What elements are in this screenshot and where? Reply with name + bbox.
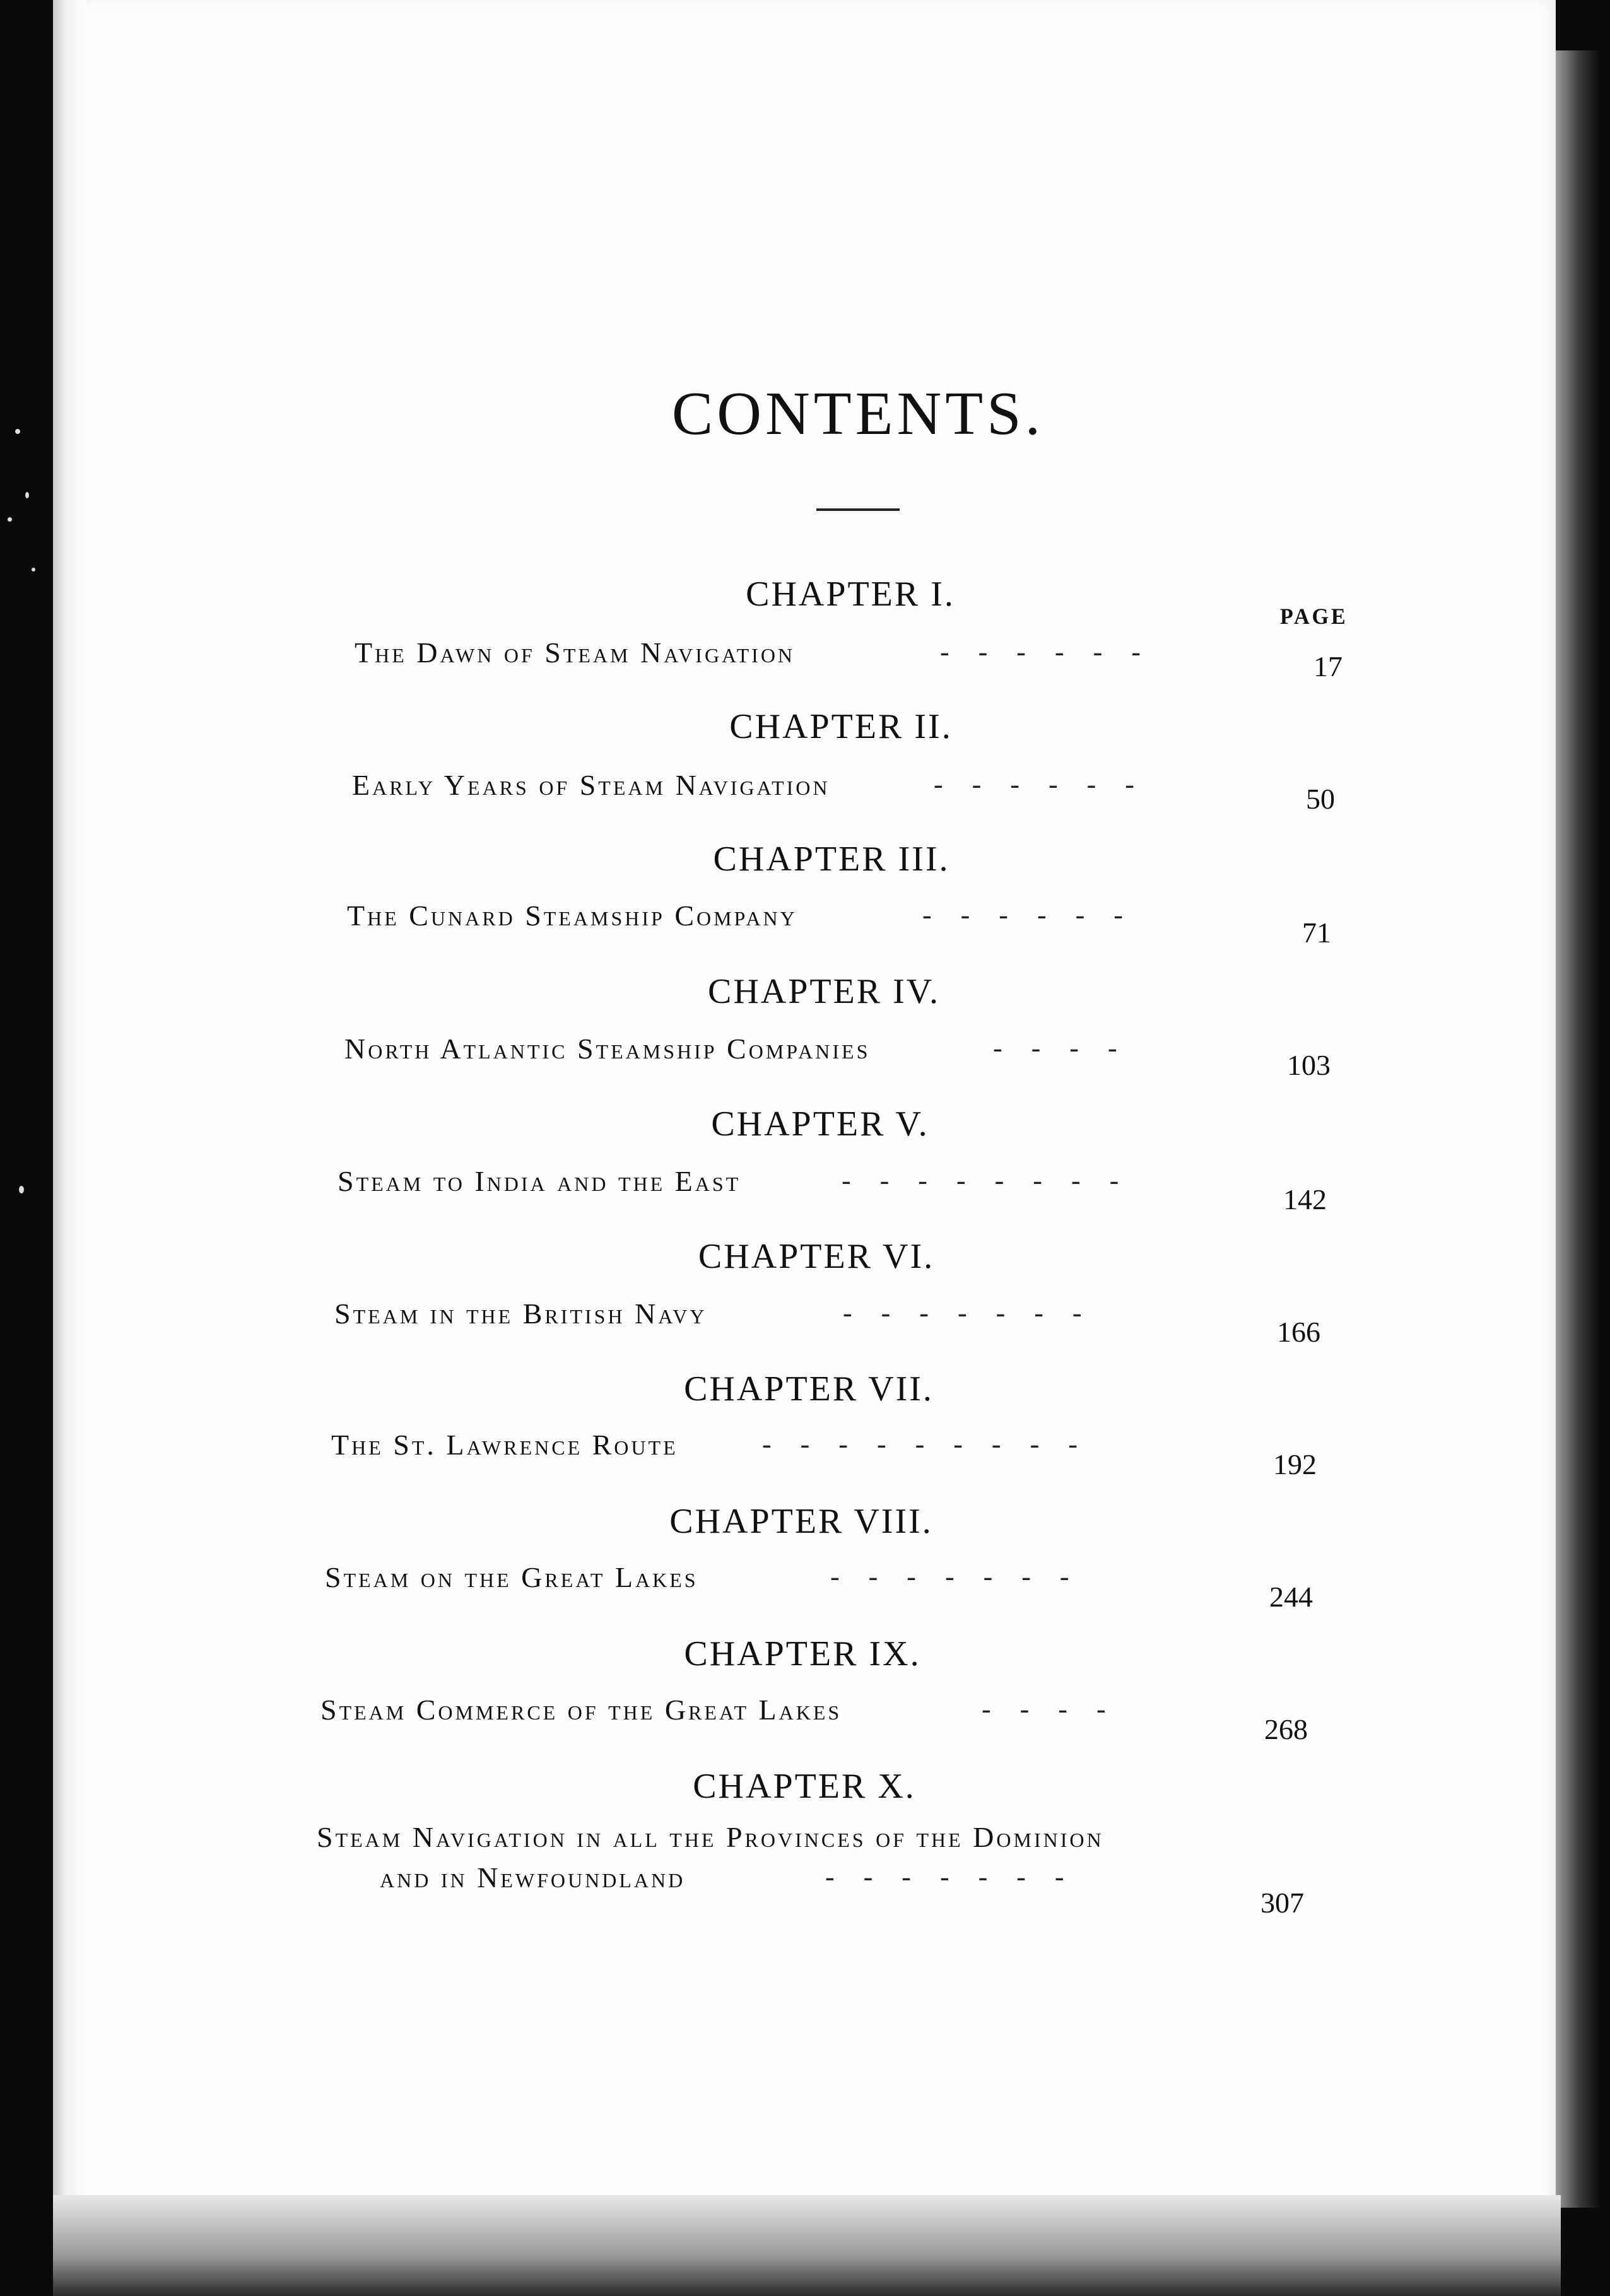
chapter-heading: CHAPTER IX.	[684, 1634, 921, 1673]
page-number: 50	[1306, 783, 1335, 815]
chapter-title: The Dawn of Steam Navigation	[355, 636, 796, 669]
page-column-label: PAGE	[1279, 604, 1348, 629]
dot-leaders: ------	[940, 636, 1170, 667]
dot-leaders: --------	[842, 1165, 1148, 1196]
page-title: CONTENTS.	[671, 380, 1045, 448]
dot-leaders: ----	[993, 1033, 1146, 1063]
chapter-title: Steam to India and the East	[338, 1165, 741, 1197]
page-number: 103	[1287, 1049, 1331, 1081]
chapter-title: Steam Commerce of the Great Lakes	[320, 1694, 842, 1726]
chapter-heading: CHAPTER III.	[713, 840, 950, 879]
dot-leaders: ----	[982, 1694, 1135, 1725]
page-number: 142	[1283, 1183, 1327, 1215]
chapter-heading: CHAPTER VII.	[684, 1369, 934, 1409]
page-number: 17	[1313, 650, 1343, 682]
chapter-title-line2: and in Newfoundland	[380, 1861, 686, 1894]
page-number: 71	[1302, 917, 1331, 949]
chapter-title: Early Years of Steam Navigation	[352, 769, 830, 801]
dot-leaders: -------	[843, 1297, 1111, 1328]
page-number: 268	[1264, 1713, 1308, 1745]
dot-leaders: -------	[830, 1561, 1098, 1592]
chapter-heading: CHAPTER I.	[746, 575, 955, 614]
chapter-title: Steam on the Great Lakes	[325, 1561, 698, 1593]
chapter-heading: CHAPTER VI.	[698, 1237, 935, 1276]
chapter-title: Steam Navigation in all the Provinces of the Dominion	[317, 1821, 1104, 1853]
page-number: 166	[1277, 1316, 1320, 1348]
dot-leaders: ---------	[762, 1429, 1107, 1460]
chapter-heading: CHAPTER V.	[711, 1104, 929, 1144]
chapter-title: North Atlantic Steamship Companies	[344, 1033, 871, 1065]
page-number: 244	[1269, 1581, 1313, 1613]
chapter-heading: CHAPTER X.	[693, 1767, 916, 1806]
chapter-title: The Cunard Steamship Company	[347, 899, 797, 932]
chapter-heading: CHAPTER IV.	[707, 972, 940, 1011]
chapter-title: The St. Lawrence Route	[331, 1429, 678, 1461]
page-number: 192	[1273, 1448, 1317, 1480]
dot-leaders: ------	[934, 769, 1163, 800]
page-number: 307	[1260, 1887, 1304, 1919]
chapter-heading: CHAPTER VIII.	[669, 1502, 933, 1541]
chapter-heading: CHAPTER II.	[729, 707, 953, 746]
chapter-title: Steam in the British Navy	[334, 1297, 707, 1330]
dot-leaders: ------	[922, 899, 1152, 930]
dot-leaders: -------	[825, 1861, 1093, 1892]
